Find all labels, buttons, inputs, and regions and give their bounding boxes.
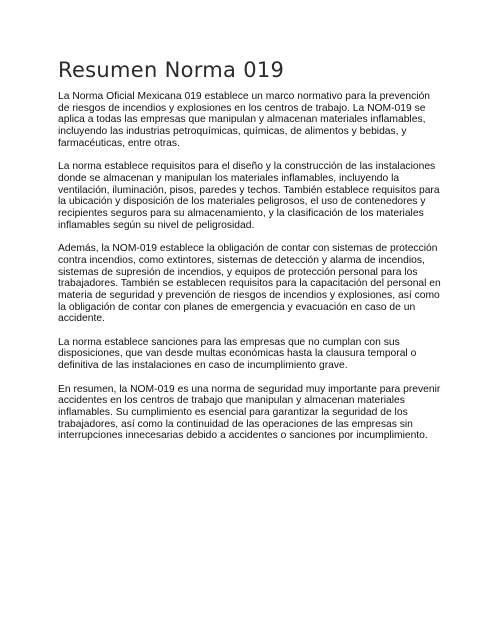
paragraph-intro: La Norma Oficial Mexicana 019 establece un marco normativo para la prevención de riesgos de incendios y explosiones en los centros de trabajo. La NOM-019 se aplica a todas las empresas que manipulan y almacenan materiales inflamables, incluyendo las industrias petroquímicas, químicas, de alimentos y bebidas, y farmacéuticas, entre otras. <box>58 91 431 149</box>
document-title: Resumen Norma 019 <box>58 58 285 82</box>
paragraph-summary: En resumen, la NOM-019 es una norma de seguridad muy importante para prevenir accidentes en los centros de trabajo que manipulan y almacenan materiales inflamables. Su cumplimiento es esencial para garantizar la seguridad de los trabajadores, así como la continuidad de las operaciones de las empresas sin interrupciones innecesarias debido a accidentes o sanciones por incumplimiento. <box>58 383 441 442</box>
paragraph-sanctions: La norma establece sanciones para las empresas que no cumplan con sus disposiciones, que van desde multas económicas hasta la clausura temporal o definitiva de las instalaciones en caso de incumplimiento grave. <box>58 336 417 372</box>
paragraph-requirements: La norma establece requisitos para el diseño y la construcción de las instalaciones donde se almacenan y manipulan los materiales inflamables, incluyendo la ventilación, iluminación, pisos, paredes y techos. También establece requisitos para la ubicación y disposición de los materiales peligrosos, el uso de contenedores y recipientes seguros para su almacenamiento, y la clasificación de los materiales inflamables según su nivel de peligrosidad. <box>58 161 440 231</box>
document-body <box>58 91 443 454</box>
paragraph-protection-systems: Además, la NOM-019 establece la obligación de contar con sistemas de protección contra incendios, como extintores, sistemas de detección y alarma de incendios, sistemas de supresión de incendios, y equipos de protección personal para los trabajadores. También se establecen requisitos para la capacitación del personal en materia de seguridad y prevención de riesgos de incendios y explosiones, así como la obligación de contar con planes de emergencia y evacuación en caso de un accidente. <box>58 243 441 325</box>
